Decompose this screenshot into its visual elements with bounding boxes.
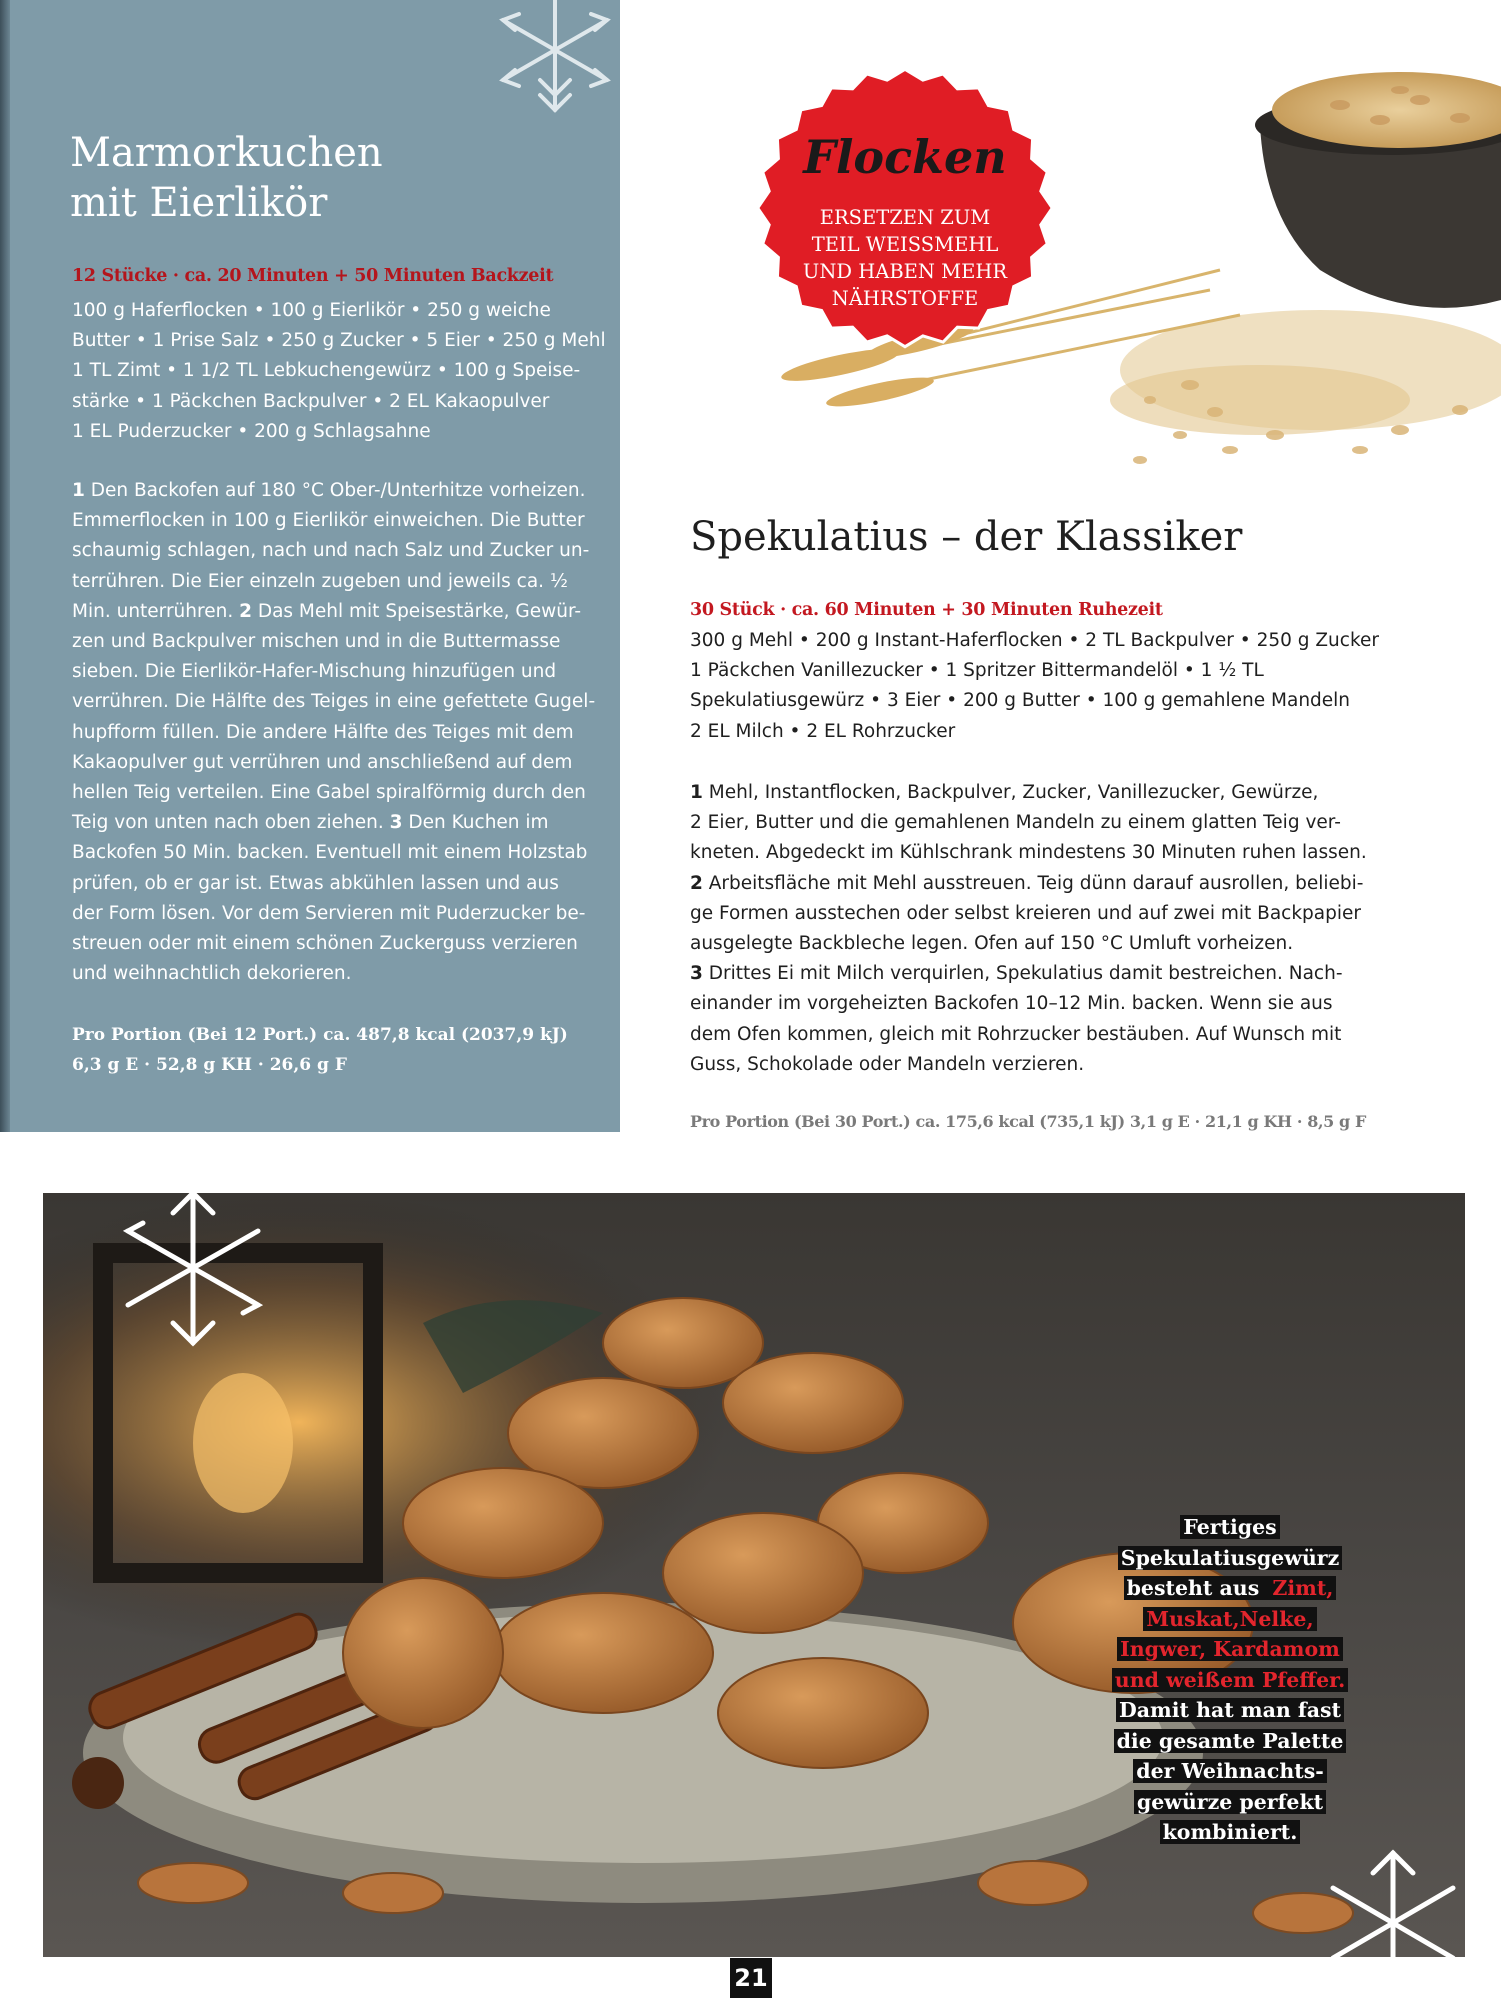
callout-spice: Zimt, <box>1269 1576 1336 1600</box>
snowflake-icon <box>495 0 625 125</box>
instruction-text: 2 Eier, Butter und die gemahlenen Mandeln zu einem glatten Teig ver- <box>690 812 1341 834</box>
instruction-text: Drittes Ei mit Milch verquirlen, Spekulatius damit bestreichen. Nach- <box>702 963 1343 985</box>
instruction-line <box>690 1020 1450 1050</box>
instruction-text: terrühren. Die Eier einzeln zugeben und jeweils ca. ½ <box>72 570 568 592</box>
badge-text <box>772 204 1038 312</box>
instruction-text: Arbeitsfläche mit Mehl ausstreuen. Teig dünn darauf ausrollen, beliebi- <box>702 872 1364 894</box>
callout-line <box>1080 1817 1380 1848</box>
ingredients-line: 1 Päckchen Vanillezucker • 1 Spritzer Bittermandelöl • 1 ½ TL <box>690 660 1264 682</box>
callout-line <box>1080 1756 1380 1787</box>
callout-line <box>1080 1634 1380 1665</box>
instruction-line <box>72 869 612 899</box>
ingredients-line: 1 EL Puderzucker • 200 g Schlagsahne <box>72 420 431 442</box>
step-number: 1 <box>690 782 703 803</box>
callout-line <box>1080 1543 1380 1574</box>
badge-text-line: ERSETZEN ZUM <box>819 206 991 229</box>
nutrition-info: Pro Portion (Bei 30 Port.) ca. 175,6 kcal (735,1 kJ) 3,1 g E · 21,1 g KH · 8,5 g F <box>690 1112 1366 1131</box>
ingredients-line: 300 g Mehl • 200 g Instant-Haferflocken • 2 TL Backpulver • 250 g Zucker <box>690 630 1379 651</box>
instruction-text: Guss, Schokolade oder Mandeln verzieren. <box>690 1053 1085 1075</box>
callout-line <box>1080 1726 1380 1757</box>
instruction-text: Kakaopulver gut verrühren und anschließend auf dem <box>72 751 573 773</box>
instruction-line <box>72 687 612 717</box>
instruction-text: Mehl, Instantflocken, Backpulver, Zucker, Vanillezucker, Gewürze, <box>702 782 1319 803</box>
instruction-line <box>690 899 1450 929</box>
instruction-line <box>72 808 612 838</box>
callout-line <box>1080 1604 1380 1635</box>
instruction-line <box>72 718 612 748</box>
instruction-line <box>72 838 612 868</box>
instruction-text: ge Formen ausstechen oder selbst kreieren und auf zwei mit Backpapier <box>690 902 1361 924</box>
callout-line <box>1080 1512 1380 1543</box>
step-number: 1 <box>72 480 85 501</box>
instruction-text: Min. unterrühren. <box>72 600 240 622</box>
instructions <box>690 778 1450 1080</box>
instruction-line <box>72 959 612 989</box>
instruction-line <box>690 989 1450 1019</box>
instruction-text: sieben. Die Eierlikör-Hafer-Mischung hinzufügen und <box>72 661 557 683</box>
instruction-line <box>72 506 612 536</box>
instruction-text: ausgelegte Backbleche legen. Ofen auf 150 °C Umluft vorheizen. <box>690 933 1294 955</box>
badge-text-line: NÄHRSTOFFE <box>831 287 979 310</box>
instruction-line <box>72 536 612 566</box>
instruction-text: Den Backofen auf 180 °C Ober-/Unterhitze vorheizen. <box>84 480 586 501</box>
instruction-text: Den Kuchen im <box>402 812 549 834</box>
recipe-title-line: mit Eierlikör <box>70 180 328 226</box>
badge-title: Flocken <box>803 130 1007 184</box>
ingredients-line: Spekulatiusgewürz • 3 Eier • 200 g Butter • 100 g gemahlene Mandeln <box>690 690 1351 712</box>
callout-line <box>1080 1573 1380 1604</box>
ingredients-line: 100 g Haferflocken • 100 g Eierlikör • 250 g weiche <box>72 300 551 321</box>
instruction-line <box>72 899 612 929</box>
step-number: 3 <box>389 812 403 834</box>
callout-spice: Ingwer, Kardamom <box>1117 1637 1343 1661</box>
instruction-line <box>72 748 612 778</box>
ingredients-line: stärke • 1 Päckchen Backpulver • 2 EL Kakaopulver <box>72 390 550 412</box>
instruction-text: zen und Backpulver mischen und in die Buttermasse <box>72 631 561 653</box>
instruction-text: kneten. Abgedeckt im Kühlschrank mindestens 30 Minuten ruhen lassen. <box>690 842 1367 864</box>
recipe-meta: 30 Stück · ca. 60 Minuten + 30 Minuten Ruhezeit <box>690 600 1163 620</box>
callout-line <box>1080 1787 1380 1818</box>
instruction-line <box>72 657 612 687</box>
callout-text: besteht aus <box>1124 1576 1270 1600</box>
callout-text: die gesamte Palette <box>1114 1729 1347 1753</box>
badge-text-line: TEIL WEISSMEHL <box>811 233 999 256</box>
instruction-text: hupfform füllen. Die andere Hälfte des Teiges mit dem <box>72 721 574 743</box>
instruction-line <box>690 838 1450 868</box>
instruction-line <box>72 929 612 959</box>
callout-text: gewürze perfekt <box>1134 1790 1326 1814</box>
instruction-line <box>690 959 1450 989</box>
nutrition-info <box>72 1020 612 1080</box>
ingredients-line: 1 TL Zimt • 1 1/2 TL Lebkuchengewürz • 100 g Speise- <box>72 360 581 382</box>
instruction-text: und weihnachtlich dekorieren. <box>72 963 352 985</box>
instruction-line <box>72 476 612 506</box>
callout-text: Spekulatiusgewürz <box>1118 1546 1342 1570</box>
callout-text: Fertiges <box>1180 1515 1279 1539</box>
step-number: 2 <box>239 600 252 622</box>
instruction-line <box>690 1050 1450 1080</box>
instruction-text: Emmerflocken in 100 g Eierlikör einweichen. Die Butter <box>72 510 585 532</box>
recipe-title <box>70 128 590 228</box>
instruction-text: einander im vorgeheizten Backofen 10–12 Min. backen. Wenn sie aus <box>690 993 1333 1015</box>
instruction-text: Backofen 50 Min. backen. Eventuell mit einem Holzstab <box>72 842 588 864</box>
instruction-text: prüfen, ob er gar ist. Etwas abkühlen lassen und aus <box>72 872 559 894</box>
ingredients-line: Butter • 1 Prise Salz • 250 g Zucker • 5 Eier • 250 g Mehl <box>72 330 606 352</box>
callout-text: Damit hat man fast <box>1116 1698 1344 1722</box>
instruction-line <box>72 778 612 808</box>
recipe-title-line: Marmorkuchen <box>70 130 383 176</box>
ingredients-line: 2 EL Milch • 2 EL Rohrzucker <box>690 720 956 742</box>
instruction-text: Das Mehl mit Speisestärke, Gewür- <box>251 600 582 622</box>
instruction-line <box>72 567 612 597</box>
instructions <box>72 476 612 989</box>
instruction-text: dem Ofen kommen, gleich mit Rohrzucker bestäuben. Auf Wunsch mit <box>690 1023 1342 1045</box>
callout-line <box>1080 1665 1380 1696</box>
instruction-text: der Form lösen. Vor dem Servieren mit Puderzucker be- <box>72 902 586 924</box>
nutrition-line: Pro Portion (Bei 12 Port.) ca. 487,8 kcal (2037,9 kJ) <box>72 1025 568 1045</box>
badge-text-line: UND HABEN MEHR <box>802 260 1008 283</box>
instruction-line <box>72 627 612 657</box>
instruction-text: hellen Teig verteilen. Eine Gabel spiralförmig durch den <box>72 782 586 804</box>
instruction-line <box>690 808 1450 838</box>
recipe-title: Spekulatius – der Klassiker <box>690 514 1243 560</box>
ingredients-list <box>72 296 612 447</box>
instruction-line <box>690 929 1450 959</box>
callout-spice: Muskat,Nelke, <box>1143 1607 1316 1631</box>
spice-callout <box>1080 1512 1380 1848</box>
recipe-meta: 12 Stücke · ca. 20 Minuten + 50 Minuten Backzeit <box>72 266 554 286</box>
step-number: 3 <box>690 963 703 985</box>
page-number: 21 <box>730 1958 772 1998</box>
callout-spice: und weißem Pfeffer. <box>1112 1668 1348 1692</box>
instruction-text: verrühren. Die Hälfte des Teiges in eine gefettete Gugel- <box>72 691 596 713</box>
ingredients-list <box>690 626 1450 747</box>
instruction-line <box>690 869 1450 899</box>
instruction-text: Teig von unten nach oben ziehen. <box>72 812 390 834</box>
panel-edge-shadow <box>0 0 10 1132</box>
instruction-text: schaumig schlagen, nach und nach Salz und Zucker un- <box>72 540 590 562</box>
callout-text: der Weihnachts- <box>1133 1759 1327 1783</box>
callout-text: kombiniert. <box>1160 1820 1301 1844</box>
instruction-line <box>690 778 1450 808</box>
step-number: 2 <box>690 872 703 894</box>
instruction-line <box>72 597 612 627</box>
instruction-text: streuen oder mit einem schönen Zuckerguss verzieren <box>72 933 578 955</box>
nutrition-line: 6,3 g E · 52,8 g KH · 26,6 g F <box>72 1055 347 1075</box>
callout-line <box>1080 1695 1380 1726</box>
